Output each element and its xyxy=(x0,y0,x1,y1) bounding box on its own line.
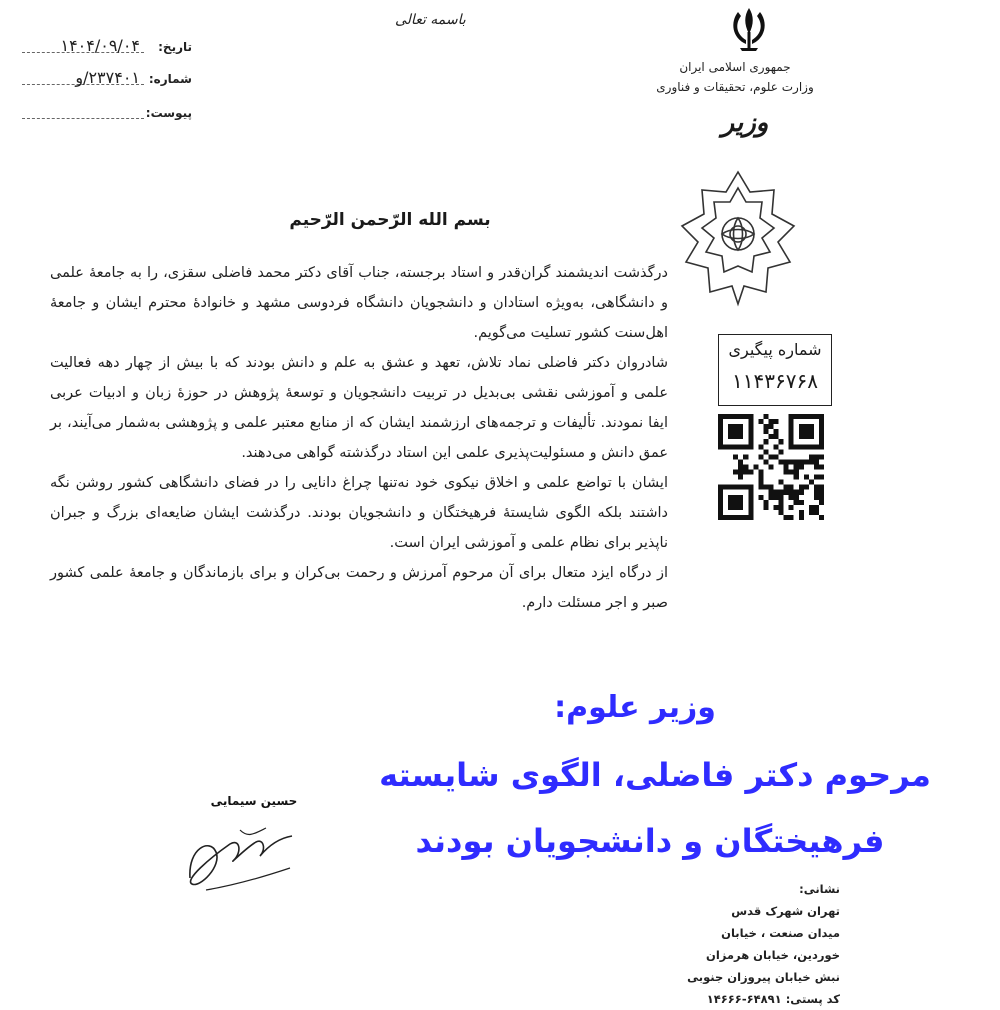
headline-line-2: مرحوم دکتر فاضلی، الگوی شایسته xyxy=(379,756,931,794)
letter-body xyxy=(50,258,668,618)
tracking-box xyxy=(718,334,832,406)
address-line: تهران شهرک قدس xyxy=(731,904,840,918)
letter-paragraph: درگذشت اندیشمند گران‌قدر و استاد برجسته، جناب آقای دکتر محمد فاضلی سقزی، را به جامعهٔ علمی و دانشگاهی، به‌ویژه استادان و دانشجویان دانشگاه فردوسی مشهد و خانوادهٔ محترم ایشان و جامعهٔ اهل‌سنت کشور تسلیت می‌گویم. xyxy=(50,265,668,341)
attachment-label: پیوست: xyxy=(145,106,192,120)
address-line: خوردین، خیابان هرمزان xyxy=(706,948,840,962)
address-block xyxy=(687,878,840,1010)
handwritten-signature xyxy=(170,808,310,898)
address-line: کد پستی: ۶۴۸۹۱-۱۴۶۶۶ xyxy=(706,992,840,1006)
minister-title: وزیر xyxy=(721,108,769,138)
address-label: نشانی: xyxy=(799,882,840,896)
bismillah: بسم الله الرّحمن الرّحیم xyxy=(289,210,491,230)
attachment-field xyxy=(22,104,192,130)
number-value: ۲۳۷۴۰۱/و xyxy=(75,68,140,87)
attachment-underline xyxy=(22,118,144,119)
address-line: نبش خیابان پیروزان جنوبی xyxy=(687,970,840,984)
tracking-number: ۱۱۴۳۶۷۶۸ xyxy=(732,369,818,393)
tracking-label: شماره پیگیری xyxy=(728,340,822,359)
number-field xyxy=(22,70,192,96)
date-value: ۱۴۰۴/۰۹/۰۴ xyxy=(60,36,140,55)
letter-paragraph: شادروان دکتر فاضلی نماد تلاش، تعهد و عشق به علم و دانش بودند که با بیش از چهار دهه فعالیت علمی و آموزشی نقشی بی‌بدیل در تربیت دانشجویان و توسعهٔ پژوهش در حوزهٔ زبان و ادبیات عربی ایفا نمودند. تألیفات و ترجمه‌های ارزشمند ایشان که از منابع معتبر علمی و پژوهشی به‌شمار می‌آیند، بر عمق دانش و مسئولیت‌پذیری علمی این استاد درگذشته گواهی می‌دهند. xyxy=(50,355,668,461)
headline-line-1: وزیر علوم: xyxy=(554,690,716,725)
date-field xyxy=(22,38,192,64)
letter-paragraph: ایشان با تواضع علمی و اخلاق نیکوی خود نه‌تنها چراغ دانایی را در فضای دانشگاهی کشور روشن نگه داشتند بلکه الگوی شایستهٔ فرهیختگان و دانشجویان بودند. درگذشت ایشان ضایعه‌ای بزرگ و جبران ناپذیر برای نظام علمی و آموزشی ایران است. xyxy=(50,475,668,551)
headline-line-3: فرهیختگان و دانشجویان بودند xyxy=(415,822,885,860)
ornament-icon xyxy=(674,168,802,308)
qr-code-icon xyxy=(718,414,824,520)
address-line: میدان صنعت ، خیابان xyxy=(721,926,840,940)
invocation-text: باسمه تعالی xyxy=(395,12,466,28)
ministry-name: وزارت علوم، تحقیقات و فناوری xyxy=(656,80,814,94)
letter-paragraph: از درگاه ایزد متعال برای آن مرحوم آمرزش و رحمت بی‌کران و برای بازماندگان و جامعهٔ علمی کشور صبر و اجر مسئلت دارم. xyxy=(50,565,668,611)
signer-name: حسین سیمایی xyxy=(210,794,298,808)
date-label: تاریخ: xyxy=(158,40,192,54)
iran-emblem-icon xyxy=(720,4,778,54)
number-label: شماره: xyxy=(148,72,192,86)
government-name: جمهوری اسلامی ایران xyxy=(679,60,791,74)
